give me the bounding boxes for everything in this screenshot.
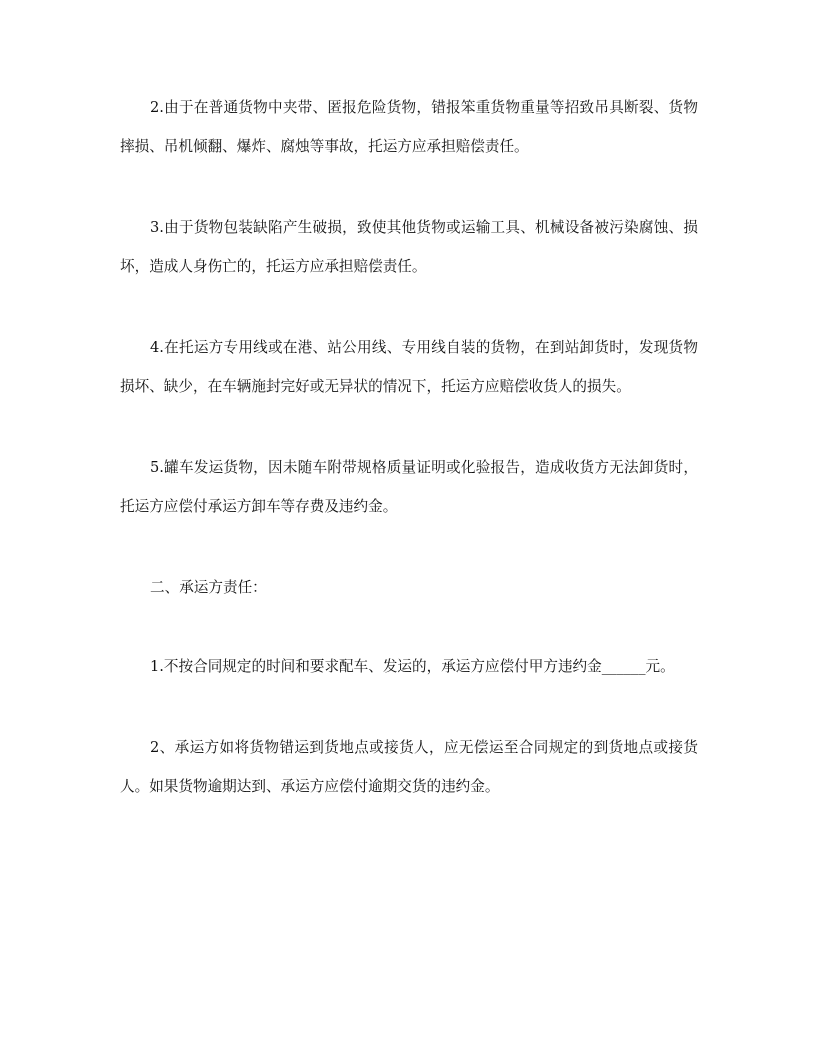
- paragraph-clause-2: 2.由于在普通货物中夹带、匿报危险货物，错报笨重货物重量等招致吊具断裂、货物摔损、吊机倾翻、爆炸、腐烛等事故，托运方应承担赔偿责任。: [120, 99, 698, 155]
- paragraph-carrier-clause-1: 1.不按合同规定的时间和要求配车、发运的，承运方应偿付甲方违约金______元。: [150, 658, 675, 675]
- paragraph-clause-5: 5.罐车发运货物，因未随车附带规格质量证明或化验报告，造成收货方无法卸货时，托运方应偿付承运方卸车等存费及违约金。: [120, 459, 698, 515]
- paragraph-gap: [120, 526, 698, 568]
- document-page: [120, 88, 698, 806]
- paragraph-gap: [120, 286, 698, 328]
- paragraph-gap: [120, 166, 698, 208]
- paragraph-clause-4: 4.在托运方专用线或在港、站公用线、专用线自装的货物，在到站卸货时，发现货物损坏、缺少，在车辆施封完好或无异状的情况下，托运方应赔偿收货人的损失。: [120, 339, 698, 395]
- paragraph-clause-3: 3.由于货物包装缺陷产生破损，致使其他货物或运输工具、机械设备被污染腐蚀、损坏，造成人身伤亡的，托运方应承担赔偿责任。: [120, 219, 698, 275]
- section-heading-carrier-responsibility: 二、承运方责任：: [150, 579, 267, 596]
- paragraph-gap: [120, 607, 698, 647]
- paragraph-gap: [120, 406, 698, 448]
- paragraph-carrier-clause-2: 2、承运方如将货物错运到货地点或接货人，应无偿运至合同规定的到货地点或接货人。如果货物逾期达到、承运方应偿付逾期交货的违约金。: [120, 739, 698, 795]
- paragraph-gap: [120, 686, 698, 728]
